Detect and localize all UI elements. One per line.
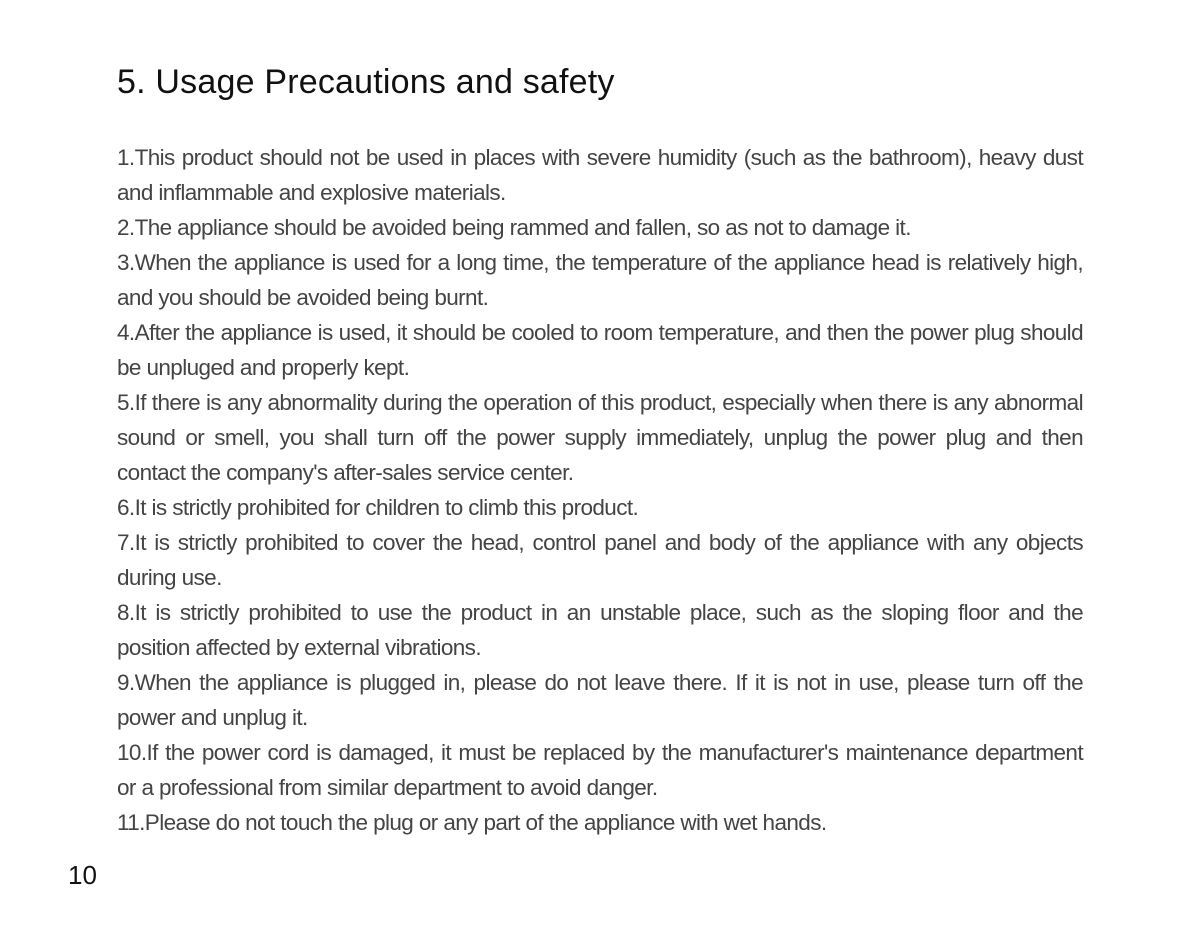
page-number: 10 (68, 860, 97, 890)
precaution-item-10: 10.If the power cord is damaged, it must be replaced by the manufacturer's maintenance department or a professional from similar department to avoid danger. (117, 740, 1083, 800)
precaution-item-11: 11.Please do not touch the plug or any part of the appliance with wet hands. (117, 810, 827, 835)
precaution-item-9: 9.When the appliance is plugged in, please do not leave there. If it is not in use, please turn off the power and unplug it. (117, 670, 1083, 730)
section-heading: 5. Usage Precautions and safety (117, 63, 615, 101)
precaution-item-1: 1.This product should not be used in places with severe humidity (such as the bathroom), heavy dust and inflammable and explosive materials. (117, 145, 1083, 205)
precaution-item-3: 3.When the appliance is used for a long time, the temperature of the appliance head is relatively high, and you should be avoided being burnt. (117, 250, 1083, 310)
precaution-item-6: 6.It is strictly prohibited for children to climb this product. (117, 495, 639, 520)
precaution-item-8: 8.It is strictly prohibited to use the product in an unstable place, such as the sloping floor and the position affected by external vibrations. (117, 600, 1083, 660)
precautions-list (117, 140, 1083, 840)
precaution-item-4: 4.After the appliance is used, it should be cooled to room temperature, and then the power plug should be unpluged and properly kept. (117, 320, 1083, 380)
precaution-item-7: 7.It is strictly prohibited to cover the head, control panel and body of the appliance with any objects during use. (117, 530, 1083, 590)
precaution-item-2: 2.The appliance should be avoided being rammed and fallen, so as not to damage it. (117, 215, 911, 240)
precaution-item-5: 5.If there is any abnormality during the operation of this product, especially when there is any abnormal sound or smell, you shall turn off the power supply immediately, unplug the power plug and then contact the company's after-sales service center. (117, 390, 1083, 485)
